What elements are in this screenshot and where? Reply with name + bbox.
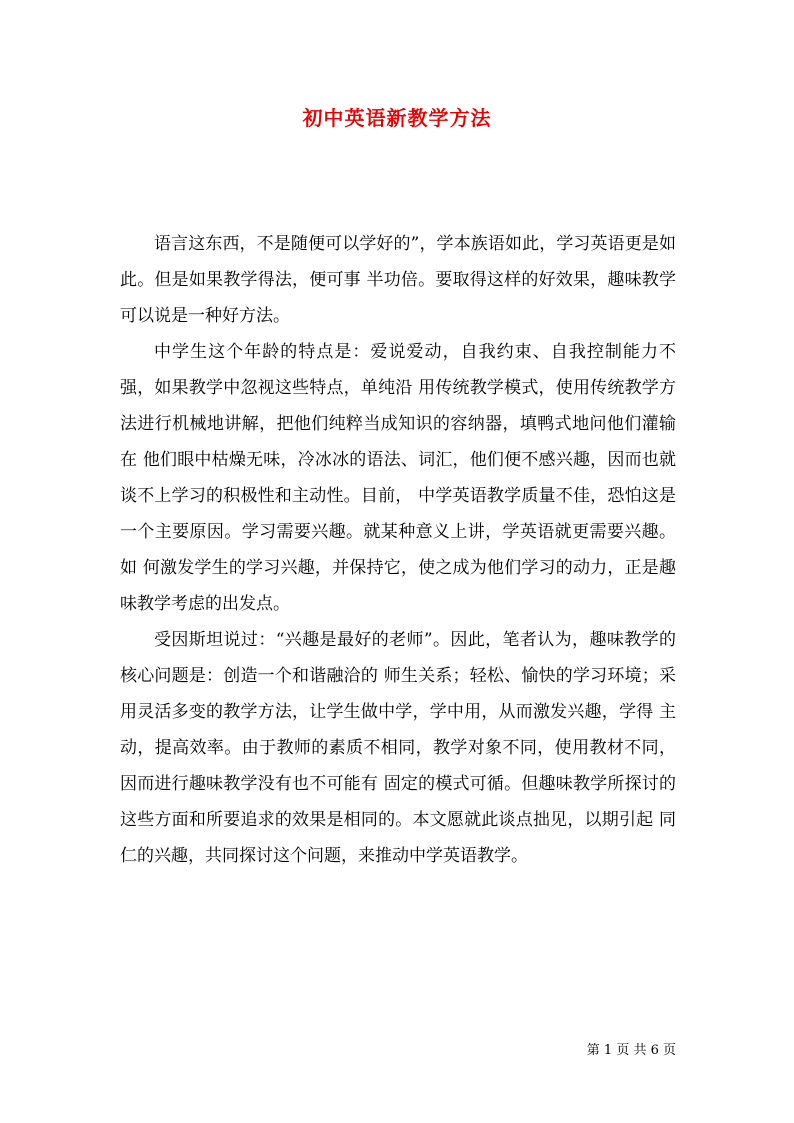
- paragraph-2: 中学生这个年龄的特点是：爱说爱动，自我约束、自我控制能力不强，如果教学中忽视这些特点，单纯沿 用传统教学模式，使用传统教学方法进行机械地讲解，把他们纯粹当成知识的容纳器，填鸭式地问他们灌输在 他们眼中枯燥无味，冷冰冰的语法、词汇，他们便不感兴趣，因而也就谈不上学习的积极性和主动性。目前， 中学英语教学质量不佳，恐怕这是一个主要原因。学习需要兴趣。就某种意义上讲，学英语就更需要兴趣。如 何激发学生的学习兴趣，并保持它，使之成为他们学习的动力，正是趣味教学考虑的出发点。: [120, 342, 676, 614]
- page-number-footer: 第 1 页 共 6 页: [586, 1043, 676, 1058]
- paragraph-3: 受因斯坦说过：“兴趣是最好的老师”。因此，笔者认为，趣味教学的核心问题是：创造一个和谐融洽的 师生关系；轻松、愉快的学习环境；采用灵活多变的教学方法，让学生做中学，学中用，从而激发兴趣，学得 主动，提高效率。由于教师的素质不相同，教学对象不同，使用教材不同，因而进行趣味教学没有也不可能有 固定的模式可循。但趣味教学所探讨的这些方面和所要追求的效果是相同的。本文愿就此谈点拙见，以期引起 同仁的兴趣，共同探讨这个问题，来推动中学英语教学。: [120, 630, 676, 866]
- document-body: [120, 226, 676, 874]
- paragraph-1: 语言这东西，不是随便可以学好的”，学本族语如此，学习英语更是如此。但是如果教学得法，便可事 半功倍。要取得这样的好效果，趣味教学可以说是一种好方法。: [120, 234, 676, 326]
- document-title: 初中英语新教学方法: [302, 106, 492, 130]
